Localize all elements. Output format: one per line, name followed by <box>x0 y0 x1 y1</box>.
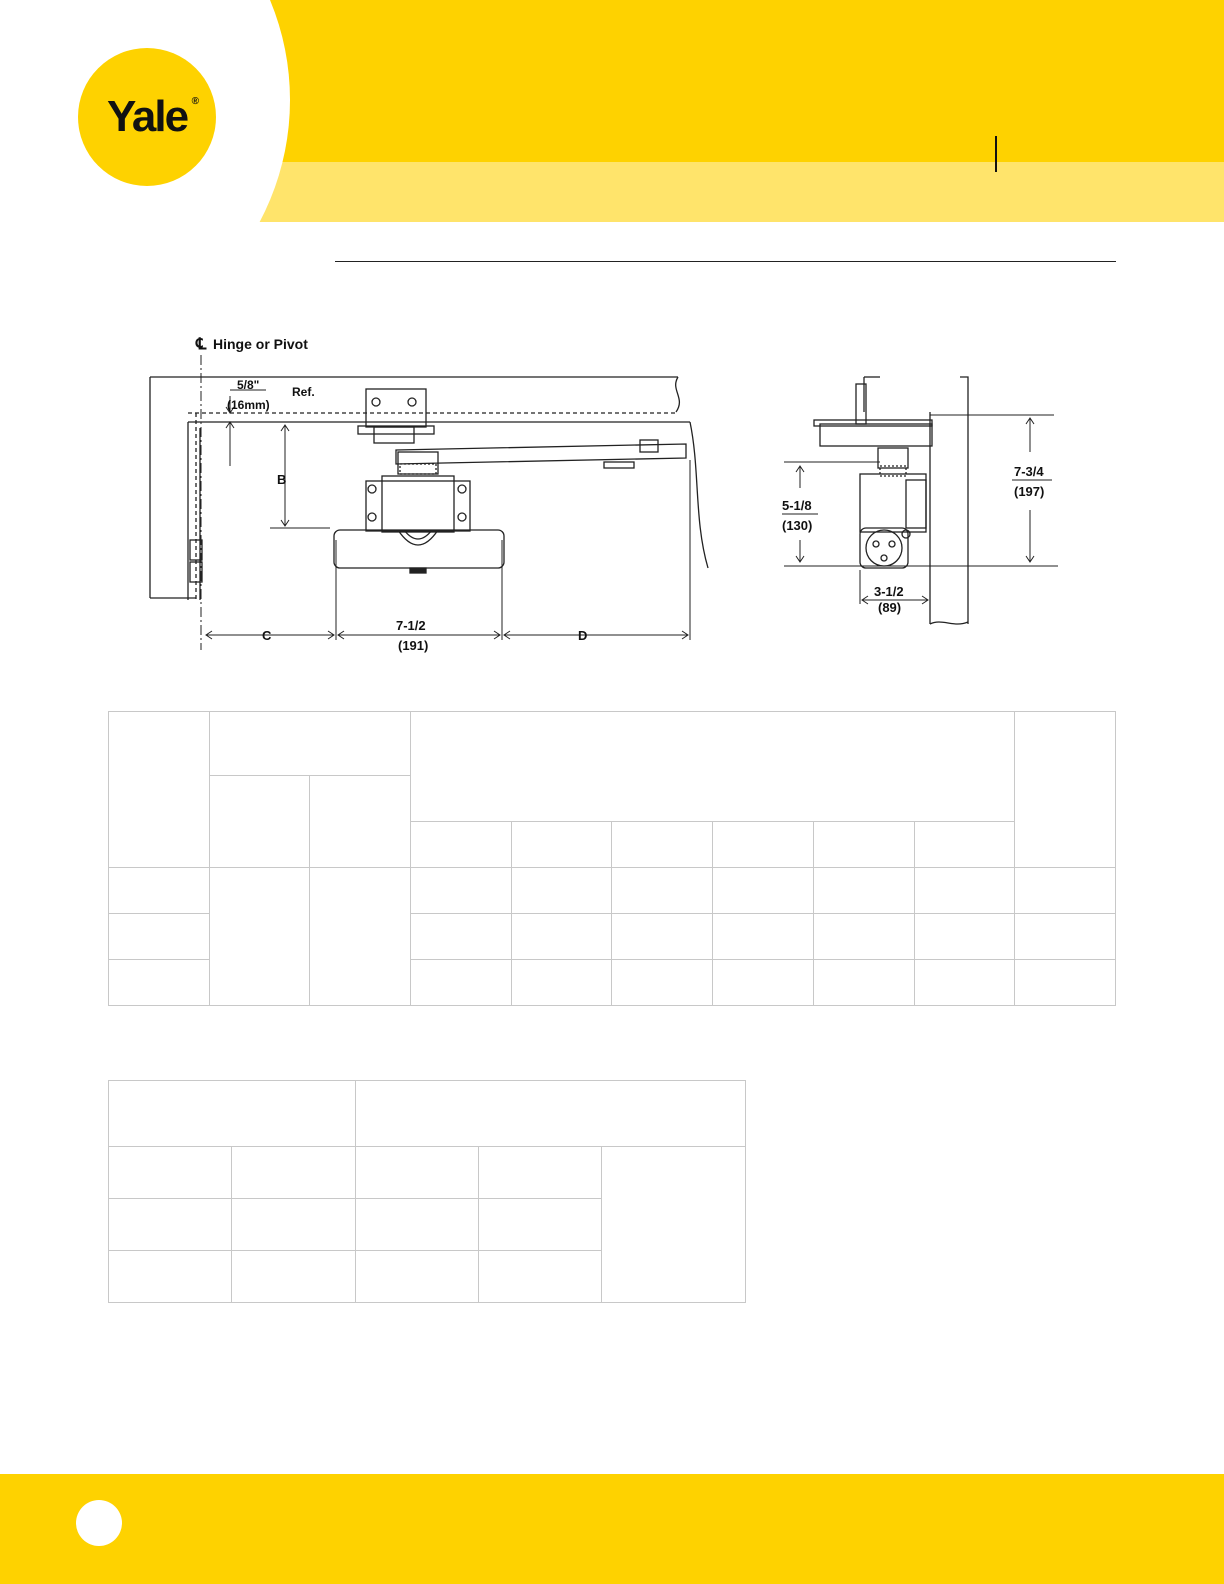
table-cell <box>612 960 713 1006</box>
width-mm: (89) <box>878 600 902 615</box>
table-cell <box>109 868 210 914</box>
table-row <box>109 1147 746 1199</box>
table-cell <box>232 1147 356 1199</box>
table-cell <box>109 914 210 960</box>
table-cell <box>356 1147 479 1199</box>
table-cell <box>109 1199 232 1251</box>
table-header-cell <box>411 712 1015 822</box>
table-cell <box>511 868 612 914</box>
table-cell <box>411 914 512 960</box>
table-cell <box>1015 868 1116 914</box>
dimension-d-label: D <box>578 628 588 643</box>
dimension-b-label: B <box>277 472 287 487</box>
table-cell <box>602 1147 746 1303</box>
width-inches: 3-1/2 <box>874 584 904 599</box>
table-cell <box>109 1251 232 1303</box>
table-cell <box>914 868 1015 914</box>
table-cell <box>411 960 512 1006</box>
side-view-dimensions <box>784 415 1058 604</box>
centerline-symbol: ℄ <box>196 336 207 353</box>
height-mm: (130) <box>782 518 813 533</box>
table-header-cell <box>511 822 612 868</box>
table-cell <box>479 1251 602 1303</box>
length-inches: 7-1/2 <box>396 618 426 633</box>
table-header-cell <box>310 776 411 868</box>
table-header-cell <box>209 776 310 868</box>
table-header-cell <box>1015 712 1116 868</box>
table-header-cell <box>109 1081 356 1147</box>
logo-wordmark <box>106 92 200 142</box>
table-cell <box>479 1147 602 1199</box>
front-view-dimensions <box>206 390 690 640</box>
table-cell <box>713 914 814 960</box>
table-cell <box>813 868 914 914</box>
table-cell <box>1015 960 1116 1006</box>
header-divider <box>995 136 997 172</box>
table-cell <box>612 868 713 914</box>
table-cell <box>813 960 914 1006</box>
ref-label: Ref. <box>292 385 315 399</box>
table-cell <box>209 868 310 1006</box>
door-closer-dimension-drawing <box>140 330 1080 660</box>
table-header-cell <box>813 822 914 868</box>
registered-mark: ® <box>191 96 200 107</box>
dimension-table <box>108 711 1116 1006</box>
spec-table <box>108 1080 746 1303</box>
table-cell <box>232 1251 356 1303</box>
logo-text: Yale <box>106 92 188 141</box>
ref-dimension: 5/8" <box>237 378 260 392</box>
table-header-cell <box>411 822 512 868</box>
footer-band <box>0 1474 1224 1584</box>
table-cell <box>713 868 814 914</box>
side-view-labels <box>782 464 1052 615</box>
table-cell <box>511 914 612 960</box>
footer-page-circle <box>76 1500 122 1546</box>
height-inches: 5-1/8 <box>782 498 812 513</box>
table-cell <box>232 1199 356 1251</box>
table-header-cell <box>914 822 1015 868</box>
table-header-cell <box>713 822 814 868</box>
table-cell <box>356 1199 479 1251</box>
length-mm: (191) <box>398 638 429 653</box>
ref-metric: (16mm) <box>227 398 270 412</box>
front-view-labels <box>195 336 587 653</box>
table-cell <box>713 960 814 1006</box>
table-cell <box>914 914 1015 960</box>
table-cell <box>411 868 512 914</box>
table-cell <box>612 914 713 960</box>
overall-height-inches: 7-3/4 <box>1014 464 1044 479</box>
centerline-label: Hinge or Pivot <box>213 336 308 352</box>
table-header-cell <box>109 712 210 868</box>
table-cell <box>914 960 1015 1006</box>
yale-logo <box>78 48 216 186</box>
table-cell <box>109 960 210 1006</box>
table-cell <box>109 1147 232 1199</box>
table-header-cell <box>612 822 713 868</box>
table-cell <box>1015 914 1116 960</box>
table-header-cell <box>209 712 410 776</box>
table-row <box>109 868 1116 914</box>
table-cell <box>511 960 612 1006</box>
table-cell <box>310 868 411 1006</box>
table-cell <box>813 914 914 960</box>
table-cell <box>356 1251 479 1303</box>
table-cell <box>479 1199 602 1251</box>
overall-height-mm: (197) <box>1014 484 1045 499</box>
table-header-cell <box>356 1081 746 1147</box>
title-rule <box>335 261 1116 262</box>
dimension-c-label: C <box>262 628 272 643</box>
